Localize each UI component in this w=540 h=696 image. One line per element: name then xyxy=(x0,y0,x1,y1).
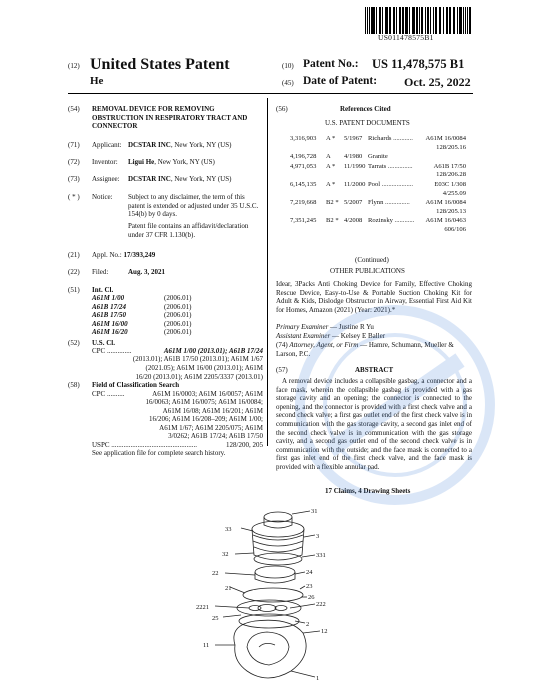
citation-kind: B2 * xyxy=(326,199,339,207)
appl-code: (21) xyxy=(68,251,80,259)
barcode-bar xyxy=(443,7,444,34)
citation-row xyxy=(290,135,472,152)
citation-kind: A * xyxy=(326,135,336,142)
code-12: (12) xyxy=(68,62,80,70)
intcl-row xyxy=(92,294,252,303)
filed-label: Filed: xyxy=(92,268,109,276)
field-line-5: A61M 1/67; A61M 2205/075; A61M xyxy=(159,424,263,432)
field-line-3: A61M 16/08; A61M 16/201; A61M xyxy=(162,407,263,415)
barcode-bar xyxy=(387,7,388,34)
citation-row xyxy=(290,163,472,180)
primary-examiner xyxy=(276,323,374,332)
intcl-class: A61B 17/50 xyxy=(92,311,127,320)
cpc-line-3: (2021.05); A61M 16/00 (2013.01); A61M xyxy=(145,364,263,372)
citation-name: Granite xyxy=(368,153,388,161)
cpc-line-2: (2013.01); A61B 17/50 (2013.01); A61M 1/67 xyxy=(132,355,263,363)
citation-name: Tarrats ............... xyxy=(368,162,413,170)
patent-number: US 11,478,575 B1 xyxy=(372,57,465,71)
barcode-bar xyxy=(454,7,455,34)
citation-no: 6,145,135 xyxy=(290,180,317,188)
citations-list xyxy=(290,135,472,236)
column-divider xyxy=(267,98,268,446)
other-pubs-title: OTHER PUBLICATIONS xyxy=(330,267,405,275)
uspc-value: 128/200, 205 xyxy=(226,441,263,449)
citation-no: 4,196,728 xyxy=(290,153,317,161)
attorney-name: — Hamre, Schumann, Mueller & Larson, P.C. xyxy=(276,341,454,358)
primary-name: — Justine R Yu xyxy=(330,323,374,331)
cpc-line-4: 16/20 (2013.01); A61M 2205/3337 (2013.01) xyxy=(135,373,263,381)
field-line-2: 16/0063; A61M 16/0075; A61M 16/0084; xyxy=(145,398,263,406)
citation-cls xyxy=(416,153,466,162)
label-23: 23 xyxy=(306,583,313,590)
intcl-version: (2006.01) xyxy=(164,319,192,328)
applicant xyxy=(128,141,231,150)
filed-code: (22) xyxy=(68,268,80,276)
citation-date: 11/2000 xyxy=(344,180,366,188)
barcode-bar xyxy=(447,7,448,34)
applicant-code: (71) xyxy=(68,141,80,149)
field-cpc-label: CPC .......... xyxy=(92,390,125,398)
appl-label: Appl. No.: xyxy=(92,251,122,259)
field-line-1: A61M 16/0003; A61M 16/0057; A61M xyxy=(152,390,263,398)
patent-no-label: Patent No.: xyxy=(303,58,359,70)
label-2221: 2221 xyxy=(196,604,209,611)
notice-text: Subject to any disclaimer, the term of this patent is extended or adjusted under 35 U.S.C. 154(b) by 0 days. xyxy=(128,193,259,219)
applicant-name: DCSTAR INC xyxy=(128,141,171,149)
label-2: 2 xyxy=(306,621,310,628)
inventor-location: , New York, NY (US) xyxy=(154,158,215,166)
barcode-bar xyxy=(396,7,397,34)
notice-affidavit: Patent file contains an affidavit/declaration under 37 CFR 1.130(b). xyxy=(128,222,249,239)
barcode xyxy=(365,7,473,34)
intcl-class: A61M 16/00 xyxy=(92,319,128,328)
citation-cls: A61M 16/0463 xyxy=(425,217,466,225)
label-26: 26 xyxy=(308,594,315,601)
intcl-version: (2006.01) xyxy=(164,328,192,337)
attorney xyxy=(276,341,472,358)
label-24: 24 xyxy=(306,569,313,576)
label-21: 21 xyxy=(225,585,232,592)
field-line-6: 3/0262; A61B 17/24; A61B 17/50 xyxy=(168,432,263,440)
barcode-bar xyxy=(367,7,368,34)
citation-no: 7,351,245 xyxy=(290,217,317,225)
barcode-bar xyxy=(435,7,436,34)
appl-number: 17/393,249 xyxy=(123,251,156,259)
citation-cls: A61M 16/0084 xyxy=(425,135,466,142)
citation-date: 5/2007 xyxy=(344,199,363,207)
barcode-bar xyxy=(369,7,370,34)
label-25: 25 xyxy=(212,615,219,622)
citation-name: Pool ................... xyxy=(368,180,414,188)
citation-class-secondary: 606/106 xyxy=(444,225,466,233)
label-31: 31 xyxy=(311,508,318,515)
barcode-bar xyxy=(467,7,468,34)
intcl-row xyxy=(92,303,252,312)
uscl-label: U.S. Cl. xyxy=(92,339,115,347)
citation-date: 5/1967 xyxy=(344,135,363,142)
intcl-row xyxy=(92,311,252,320)
field-code: (58) xyxy=(68,381,80,389)
attorney-code: (74) xyxy=(276,341,288,349)
claims-count: 17 Claims, 4 Drawing Sheets xyxy=(325,487,411,495)
citation-cls: A61M 16/0084 xyxy=(425,199,466,207)
barcode-bar xyxy=(394,7,395,34)
barcode-bar xyxy=(400,7,401,34)
citation-cls: E03C 1/308 xyxy=(434,180,466,188)
label-222: 222 xyxy=(316,601,326,608)
intcl-list xyxy=(92,294,252,337)
barcode-bar xyxy=(380,7,381,34)
intcl-code: (51) xyxy=(68,286,80,294)
date-label: Date of Patent: xyxy=(303,75,378,87)
assistant-label: Assistant Examiner xyxy=(276,332,331,340)
barcode-bar xyxy=(389,7,391,34)
citation-no: 7,219,668 xyxy=(290,199,317,207)
primary-label: Primary Examiner xyxy=(276,323,329,331)
citation-date: 11/1990 xyxy=(344,162,366,170)
intcl-version: (2006.01) xyxy=(164,294,192,302)
notice-label: Notice: xyxy=(92,193,113,201)
field-label: Field of Classification Search xyxy=(92,381,180,389)
citation-no: 4,971,053 xyxy=(290,162,317,170)
citation-class-secondary: 128/206.28 xyxy=(436,171,466,179)
country-title: United States Patent xyxy=(90,56,230,73)
patent-date: Oct. 25, 2022 xyxy=(404,75,471,89)
assignee-code: (73) xyxy=(68,175,80,183)
citation-kind: B2 * xyxy=(326,217,339,225)
barcode-bar xyxy=(440,7,441,34)
citation-date: 4/1980 xyxy=(344,153,363,161)
intcl-class: A61M 16/20 xyxy=(92,328,128,337)
citation-class-secondary: 128/205.16 xyxy=(436,143,466,151)
citation-class-secondary: 4/255.09 xyxy=(442,189,466,197)
patent-title: REMOVAL DEVICE FOR REMOVING OBSTRUCTION IN RESPIRATORY TRACT AND CONNECTOR xyxy=(92,105,248,131)
intcl-class: A61B 17/24 xyxy=(92,302,127,311)
barcode-bar xyxy=(430,7,431,34)
barcode-bar xyxy=(427,7,429,34)
label-32: 32 xyxy=(222,551,229,558)
inventor-surname: He xyxy=(90,75,104,87)
barcode-bar xyxy=(414,7,415,34)
barcode-bar xyxy=(376,7,377,34)
continued: (Continued) xyxy=(355,256,389,264)
inventor-code: (72) xyxy=(68,158,80,166)
title-code: (54) xyxy=(68,105,80,113)
code-45: (45) xyxy=(282,79,294,87)
barcode-bar xyxy=(409,7,410,34)
barcode-bar xyxy=(422,7,423,34)
citation-kind: A * xyxy=(326,180,336,188)
field-line-4: 16/206; A61M 16/208–209; A61M 1/00; xyxy=(149,415,263,423)
see-application: See application file for complete search history. xyxy=(92,449,226,457)
inventor-label: Inventor: xyxy=(92,158,118,166)
label-11: 11 xyxy=(203,642,210,649)
inventor xyxy=(128,158,215,167)
label-331: 331 xyxy=(316,552,326,559)
filed-date: Aug. 3, 2021 xyxy=(128,268,165,276)
barcode-bar xyxy=(402,7,403,34)
header-rule xyxy=(68,93,473,94)
barcode-bar xyxy=(382,7,383,34)
citation-row xyxy=(290,199,472,216)
uscl-code: (52) xyxy=(68,339,80,347)
citation-date: 4/2008 xyxy=(344,217,363,225)
assignee-name: DCSTAR INC xyxy=(128,175,171,183)
intcl-label: Int. Cl. xyxy=(92,286,114,294)
citation-row xyxy=(290,153,472,162)
assignee-label: Assignee: xyxy=(92,175,120,183)
barcode-bar xyxy=(469,7,471,34)
label-22: 22 xyxy=(212,570,219,577)
assistant-examiner xyxy=(276,332,385,341)
abstract-code: (57) xyxy=(276,366,288,374)
citation-kind: A xyxy=(326,153,331,161)
abstract-title: ABSTRACT xyxy=(355,366,394,374)
applicant-location: , New York, NY (US) xyxy=(170,141,232,149)
label-12: 12 xyxy=(321,628,328,635)
uspc-label: USPC ................................................. xyxy=(92,441,198,449)
barcode-bar xyxy=(421,7,422,34)
barcode-bar xyxy=(463,7,464,34)
appl xyxy=(92,251,155,260)
intcl-row xyxy=(92,320,252,329)
intcl-row xyxy=(92,328,252,337)
assistant-name: — Kelsey E Baller xyxy=(332,332,386,340)
citation-cls: A61B 17/50 xyxy=(433,162,466,170)
notice-code: ( * ) xyxy=(68,193,80,201)
intcl-version: (2006.01) xyxy=(164,311,192,320)
barcode-bar xyxy=(416,7,417,34)
intcl-class: A61M 1/00 xyxy=(92,294,125,302)
patent-drawing xyxy=(195,505,345,690)
barcode-bar xyxy=(373,7,375,34)
barcode-bar xyxy=(449,7,451,34)
citation-no: 3,316,903 xyxy=(290,135,317,142)
refs-title: References Cited xyxy=(340,105,391,113)
citation-name: Richards ............ xyxy=(368,135,413,142)
cpc-label: CPC .............. xyxy=(92,347,132,355)
assignee-location: , New York, NY (US) xyxy=(170,175,232,183)
applicant-label: Applicant: xyxy=(92,141,122,149)
attorney-label: Attorney, Agent, or Firm xyxy=(289,341,359,349)
label-1: 1 xyxy=(316,675,320,682)
refs-code: (56) xyxy=(276,105,288,113)
inventor-name: Ligui He xyxy=(128,158,155,166)
citation-name: Flynn ............... xyxy=(368,199,410,207)
cpc-line-1: A61M 1/00 (2013.01); A61B 17/24 xyxy=(163,347,263,355)
barcode-bar xyxy=(460,7,461,34)
abstract-text: A removal device includes a collapsible gasbag, a connector and a face mask, wherein the collapsible gasbag is provided with a gas storage cavity and an opening; the connector is connected to the opening, and the connector is provided with a first check valve and a second check valve; a first gas outlet end of the first check valve is in communication with the gas storage cavity, a second gas inlet end of the second check valve is in communication with the gas storage cavity, and a second gas outlet end of the second check valve is in communication with the outside; and the face mask is connected to a first gas inlet end of the first check valve, and the face mask is provided with a flexible annular pad. xyxy=(276,377,472,471)
label-33: 33 xyxy=(225,526,232,533)
barcode-bar xyxy=(407,7,408,34)
code-10: (10) xyxy=(282,62,294,70)
citation-name: Rozinsky ............ xyxy=(368,217,415,225)
us-docs-title: U.S. PATENT DOCUMENTS xyxy=(325,119,410,127)
citation-class-secondary: 128/205.13 xyxy=(436,207,466,215)
barcode-bar xyxy=(436,7,437,34)
label-3: 3 xyxy=(316,533,320,540)
other-pubs-text: Idear, 3Packs Anti Choking Device for Family, Effective Choking Rescue Device, Easy-to-Use & Portable Suction Choking Kit for Adult & Kids, Dislodge Obstructor in Airway, Essential First Aid Kit for Homes, Amazon (2021) (Year: 2021).* xyxy=(276,280,472,314)
barcode-number: US011478575B1 xyxy=(378,33,434,42)
citation-kind: A * xyxy=(326,162,336,170)
citation-row xyxy=(290,217,472,234)
barcode-bar xyxy=(457,7,458,34)
assignee xyxy=(128,175,231,184)
intcl-version: (2006.01) xyxy=(164,302,192,311)
citation-row xyxy=(290,181,472,198)
